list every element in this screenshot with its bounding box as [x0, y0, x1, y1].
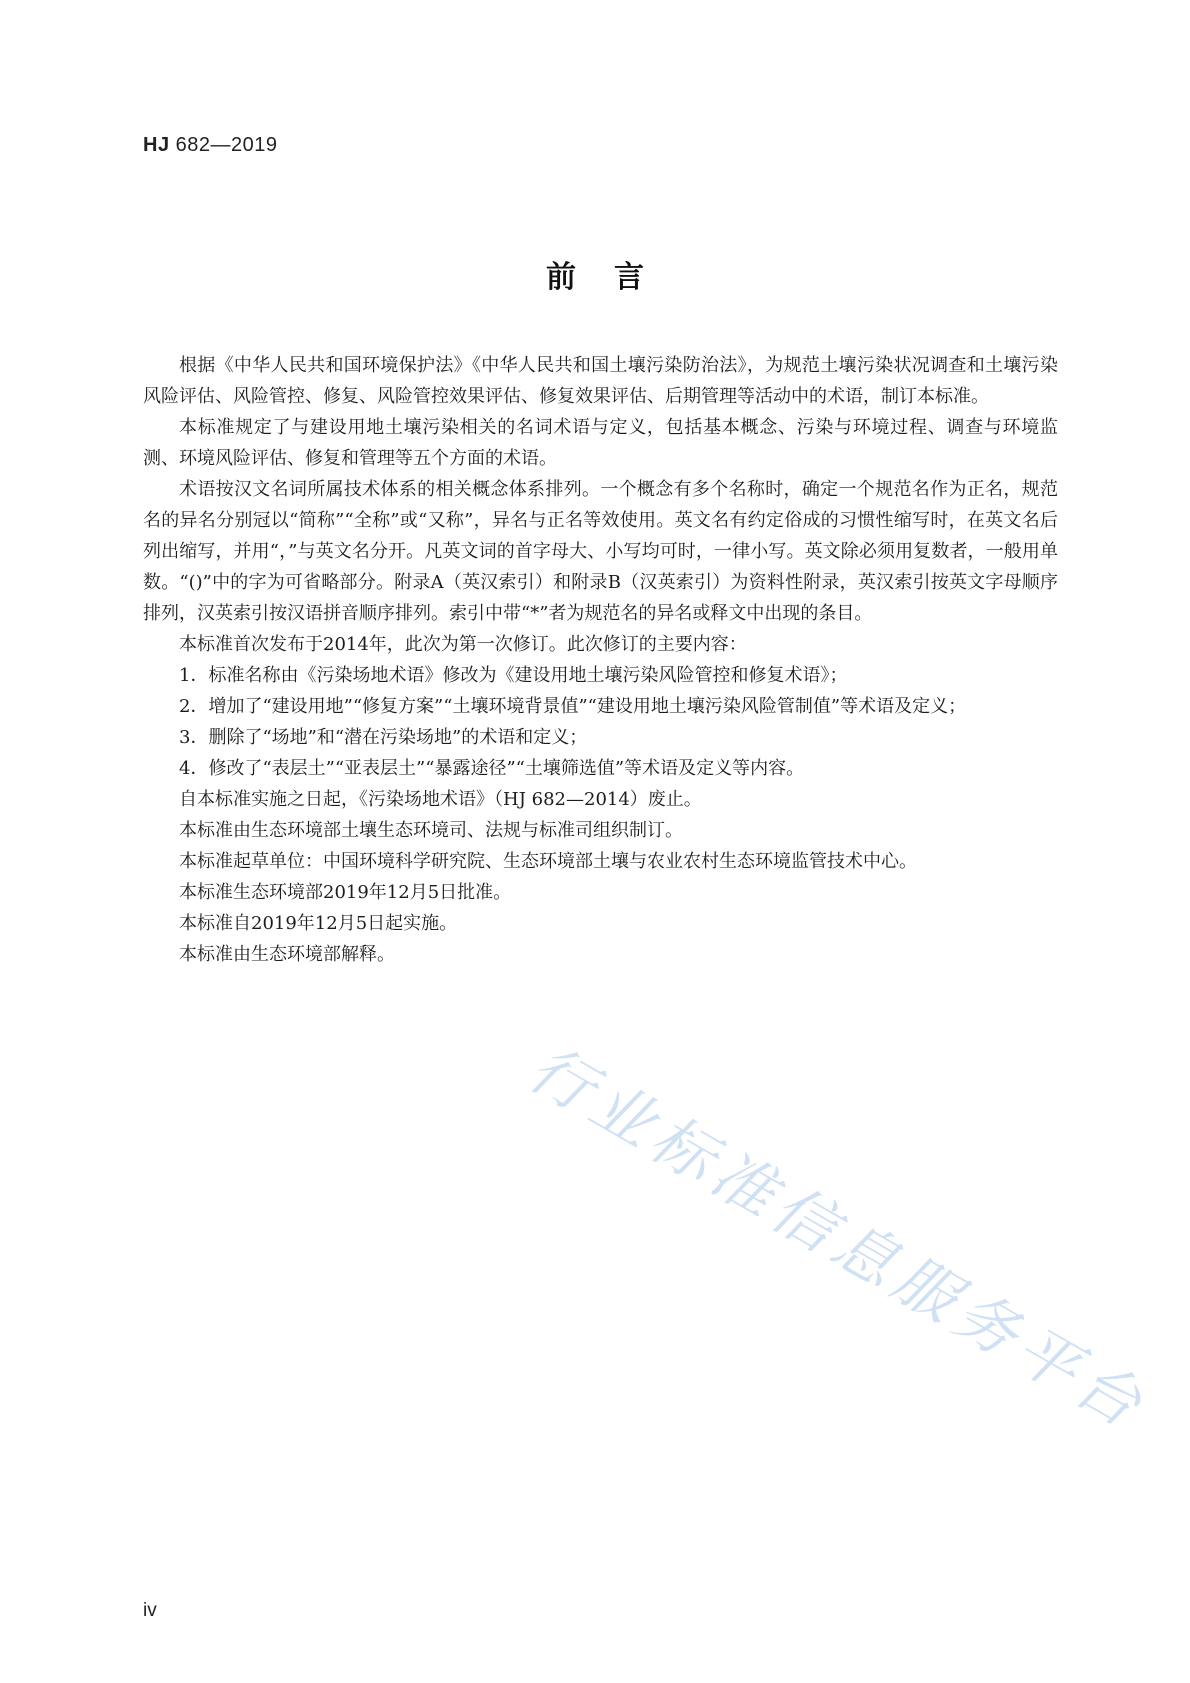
revision-item-2: 2．增加了“建设用地”“修复方案”“土壤环境背景值”“建设用地土壤污染风险管制值”等术语及定义；	[179, 696, 967, 717]
paragraph-scope: 本标准规定了与建设用地土壤污染相关的名词术语与定义，包括基本概念、污染与环境过程、调查与环境监测、环境风险评估、修复和管理等五个方面的术语。	[143, 417, 1058, 469]
paragraph-organizer: 本标准由生态环境部土壤生态环境司、法规与标准司组织制订。	[179, 820, 683, 841]
watermark: 行业标准信息服务平台	[517, 1031, 1160, 1445]
paragraph-approval: 本标准生态环境部2019年12月5日批准。	[179, 882, 512, 903]
revision-item-1: 1．标准名称由《污染场地术语》修改为《建设用地土壤污染风险管控和修复术语》；	[179, 665, 848, 686]
paragraph-revision-intro: 本标准首次发布于2014年，此次为第一次修订。此次修订的主要内容：	[179, 634, 747, 655]
paragraph-abolish: 自本标准实施之日起，《污染场地术语》（HJ 682—2014）废止。	[179, 789, 702, 810]
paragraph-arrangement: 术语按汉文名词所属技术体系的相关概念体系排列。一个概念有多个名称时，确定一个规范名作为正名，规范名的异名分别冠以“简称”“全称”或“又称”，异名与正名等效使用。英文名有约定俗成的习惯性缩写时，在英文名后列出缩写，并用“，”与英文名分开。凡英文词的首字母大、小写均可时，一律小写。英文除必须用复数者，一般用单数。“()”中的字为可省略部分。附录A（英汉索引）和附录B（汉英索引）为资料性附录，英汉索引按英文字母顺序排列，汉英索引按汉语拼音顺序排列。索引中带“*”者为规范名的异名或释文中出现的条目。	[143, 479, 1058, 624]
standard-code-number: 682—2019	[169, 134, 278, 156]
standard-code	[143, 134, 278, 157]
paragraph-basis: 根据《中华人民共和国环境保护法》《中华人民共和国土壤污染防治法》，为规范土壤污染状况调查和土壤污染风险评估、风险管控、修复、风险管控效果评估、修复效果评估、后期管理等活动中的术语，制订本标准。	[143, 355, 1058, 407]
revision-item-3: 3．删除了“场地”和“潜在污染场地”的术语和定义；	[179, 727, 588, 748]
page-title: 前言	[546, 260, 682, 295]
standard-code-prefix: HJ	[143, 134, 170, 156]
revision-item-4: 4．修改了“表层土”“亚表层土”“暴露途径”“土壤筛选值”等术语及定义等内容。	[179, 758, 805, 779]
body-text	[143, 350, 1058, 970]
page-number: iv	[143, 1600, 157, 1621]
paragraph-drafting-units: 本标准起草单位：中国环境科学研究院、生态环境部土壤与农业农村生态环境监管技术中心。	[179, 851, 917, 872]
paragraph-implementation: 本标准自2019年12月5日起实施。	[179, 913, 458, 934]
paragraph-interpretation: 本标准由生态环境部解释。	[179, 944, 395, 965]
